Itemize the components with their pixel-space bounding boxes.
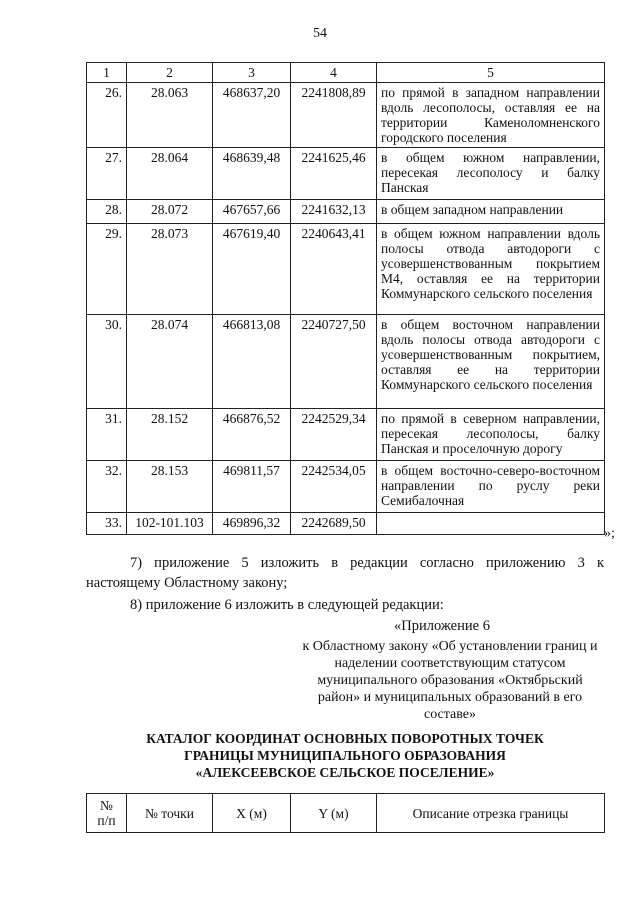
column-header-2: 2 <box>127 63 213 83</box>
appendix-heading: «Приложение 6 <box>394 618 490 634</box>
y-coordinate: 2240727,50 <box>291 315 377 409</box>
catalog-title-line-1: КАТАЛОГ КООРДИНАТ ОСНОВНЫХ ПОВОРОТНЫХ ТОЧЕК <box>146 731 544 746</box>
column-header-5: 5 <box>377 63 605 83</box>
table-row <box>87 83 605 148</box>
x-coordinate: 466813,08 <box>213 315 291 409</box>
column-header-x: X (м) <box>213 794 291 833</box>
x-coordinate: 469811,57 <box>213 461 291 513</box>
table-header-row <box>87 794 605 833</box>
segment-description: по прямой в северном направлении, пересекая лесополосы, балку Панская и проселочную дорогу <box>377 409 605 461</box>
page-number: 54 <box>313 26 327 41</box>
column-header-number-line-1: № <box>100 798 113 813</box>
point-id: 28.153 <box>127 461 213 513</box>
y-coordinate: 2242529,34 <box>291 409 377 461</box>
segment-description: в общем южном направлении вдоль полосы отвода автодороги с усовершенствованным покрытием М4, оставляя ее на территории Коммунарского сельского поселения <box>377 224 605 315</box>
y-coordinate: 2241625,46 <box>291 148 377 200</box>
segment-description: в общем восточном направлении вдоль полосы отвода автодороги с усовершенствованным покрытием, оставляя ее на территории Коммунарского сельского поселения <box>377 315 605 409</box>
point-id: 28.073 <box>127 224 213 315</box>
row-number: 29. <box>87 224 127 315</box>
coordinates-table <box>86 62 605 535</box>
segment-description: в общем восточно-северо-восточном направлении по руслу реки Семибалочная <box>377 461 605 513</box>
table-header-row <box>87 63 605 83</box>
column-header-3: 3 <box>213 63 291 83</box>
catalog-table-header <box>86 793 605 833</box>
catalog-title-line-3: «АЛЕКСЕЕВСКОЕ СЕЛЬСКОЕ ПОСЕЛЕНИЕ» <box>195 765 495 780</box>
point-id: 28.074 <box>127 315 213 409</box>
y-coordinate: 2242689,50 <box>291 513 377 535</box>
row-number: 33. <box>87 513 127 535</box>
x-coordinate: 466876,52 <box>213 409 291 461</box>
point-id: 28.152 <box>127 409 213 461</box>
table-row <box>87 315 605 409</box>
x-coordinate: 467619,40 <box>213 224 291 315</box>
table-row <box>87 409 605 461</box>
segment-description: в общем южном направлении, пересекая лесополосу и балку Панская <box>377 148 605 200</box>
row-number: 32. <box>87 461 127 513</box>
table-row <box>87 148 605 200</box>
table-row <box>87 461 605 513</box>
column-header-point: № точки <box>127 794 213 833</box>
x-coordinate: 469896,32 <box>213 513 291 535</box>
catalog-title-line-2: ГРАНИЦЫ МУНИЦИПАЛЬНОГО ОБРАЗОВАНИЯ <box>184 748 506 763</box>
row-number: 27. <box>87 148 127 200</box>
segment-description: по прямой в западном направлении вдоль лесополосы, оставляя ее на территории Каменоломненского городского поселения <box>377 83 605 148</box>
y-coordinate: 2242534,05 <box>291 461 377 513</box>
point-id: 28.064 <box>127 148 213 200</box>
table-closing-quote: »; <box>604 526 615 541</box>
column-header-y: Y (м) <box>291 794 377 833</box>
x-coordinate: 468639,48 <box>213 148 291 200</box>
appendix-reference: к Областному закону «Об установлении границ и наделении соответствующим статусом муниципального образования «Октябрьский район» и муниципальных образований в его составе» <box>302 639 598 722</box>
y-coordinate: 2241808,89 <box>291 83 377 148</box>
point-id: 102-101.103 <box>127 513 213 535</box>
point-id: 28.063 <box>127 83 213 148</box>
row-number: 30. <box>87 315 127 409</box>
paragraph-7: 7) приложение 5 изложить в редакции согласно приложению 3 к настоящему Областному закону; <box>86 555 604 591</box>
column-header-number-line-2: п/п <box>97 813 116 828</box>
row-number: 28. <box>87 200 127 224</box>
column-header-number <box>87 794 127 833</box>
y-coordinate: 2240643,41 <box>291 224 377 315</box>
row-number: 31. <box>87 409 127 461</box>
column-header-4: 4 <box>291 63 377 83</box>
column-header-description: Описание отрезка границы <box>377 794 605 833</box>
point-id: 28.072 <box>127 200 213 224</box>
table-row <box>87 224 605 315</box>
catalog-title <box>86 730 604 781</box>
x-coordinate: 468637,20 <box>213 83 291 148</box>
segment-description <box>377 513 605 535</box>
paragraph-8: 8) приложение 6 изложить в следующей редакции: <box>130 597 444 613</box>
x-coordinate: 467657,66 <box>213 200 291 224</box>
column-header-1: 1 <box>87 63 127 83</box>
row-number: 26. <box>87 83 127 148</box>
table-row <box>87 200 605 224</box>
table-row <box>87 513 605 535</box>
y-coordinate: 2241632,13 <box>291 200 377 224</box>
segment-description: в общем западном направлении <box>377 200 605 224</box>
